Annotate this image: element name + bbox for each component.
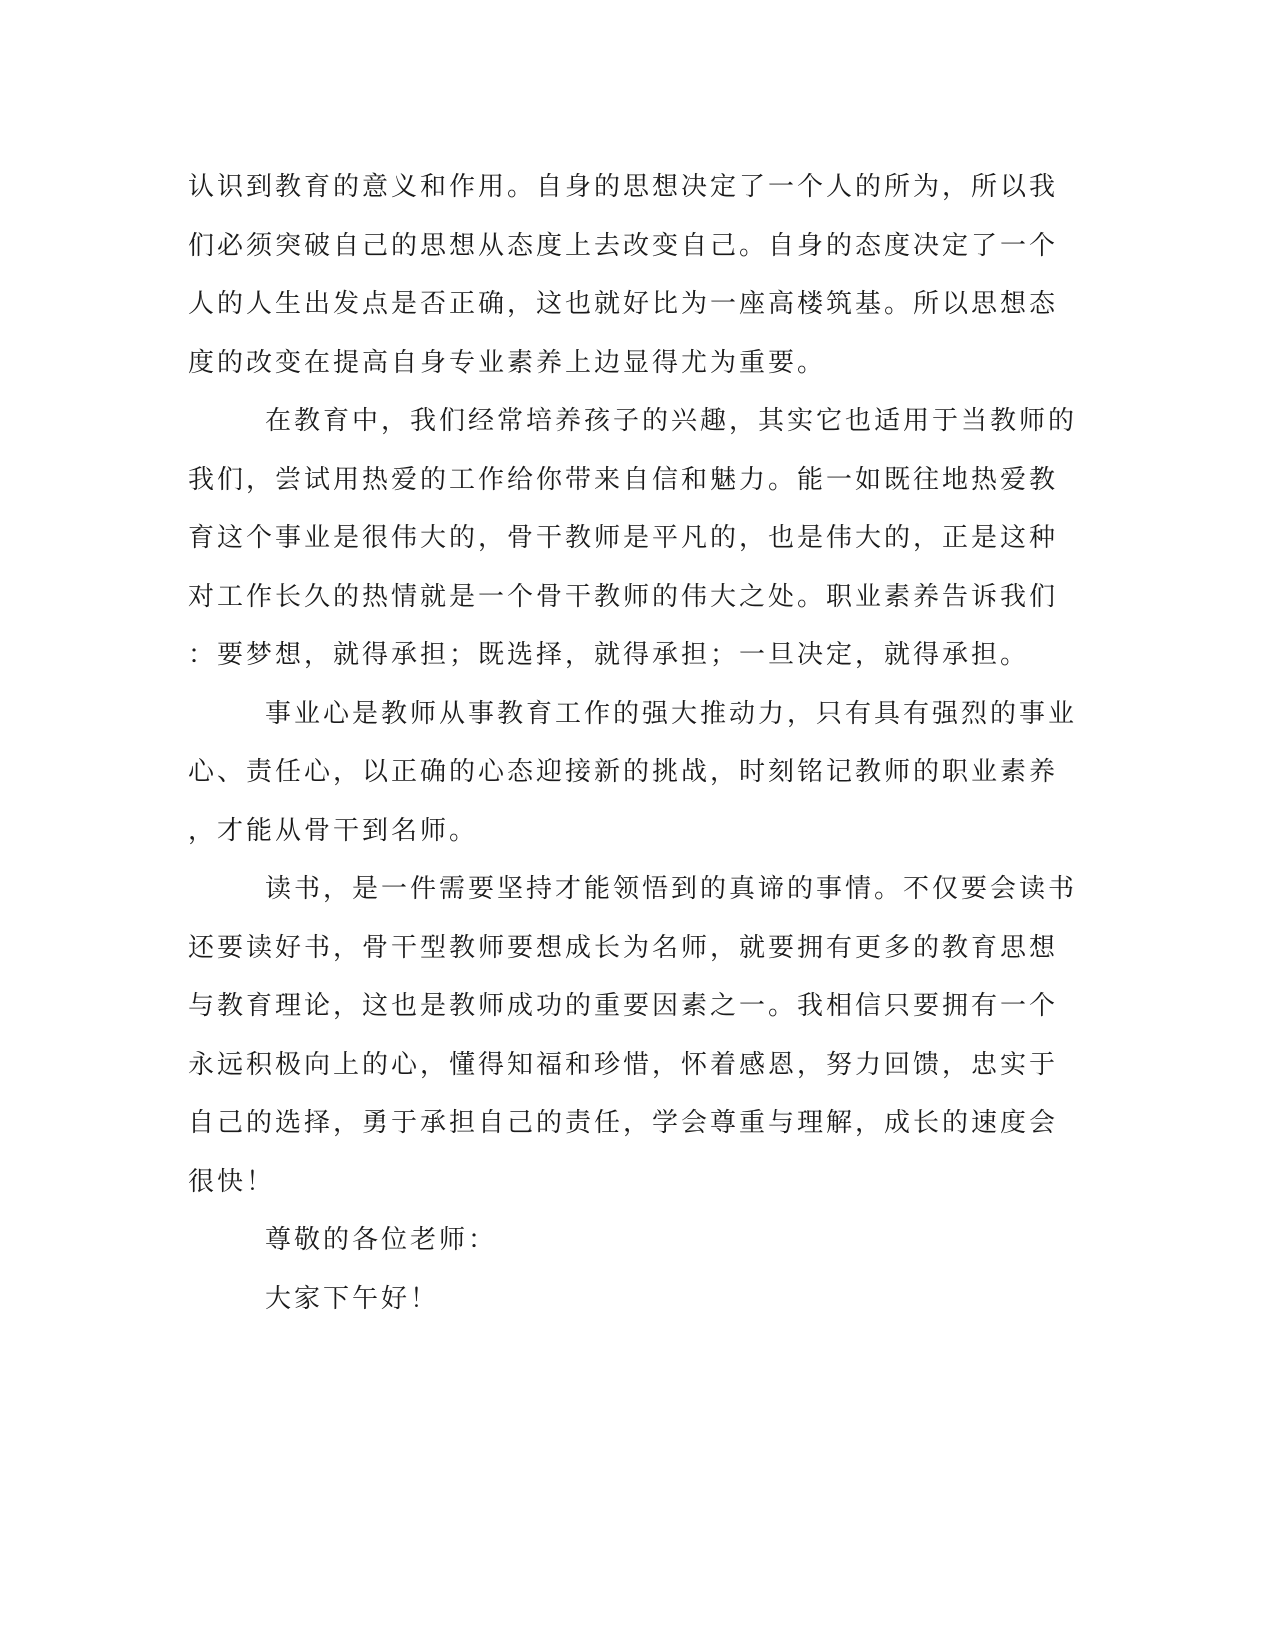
text-line: 心、责任心，以正确的心态迎接新的挑战，时刻铭记教师的职业素养 [188, 757, 1059, 787]
text-line: 认识到教育的意义和作用。自身的思想决定了一个人的所为，所以我 [188, 172, 1059, 202]
text-line: ，才能从骨干到名师。 [188, 815, 479, 846]
text-line: 在教育中，我们经常培养孩子的兴趣，其实它也适用于当教师的 [265, 406, 1078, 436]
text-line: 度的改变在提高自身专业素养上边显得尤为重要。 [188, 347, 827, 378]
body-text [188, 158, 1078, 1328]
text-line: 自己的选择，勇于承担自己的责任，学会尊重与理解，成长的速度会 [188, 1108, 1059, 1138]
text-line: 我们，尝试用热爱的工作给你带来自信和魅力。能一如既往地热爱教 [188, 464, 1059, 495]
text-line: 人的人生出发点是否正确，这也就好比为一座高楼筑基。所以思想态 [188, 289, 1059, 319]
text-line: 读书，是一件需要坚持才能领悟到的真谛的事情。不仅要会读书 [265, 874, 1078, 904]
text-line: 永远积极向上的心，懂得知福和珍惜，怀着感恩，努力回馈，忠实于 [188, 1049, 1059, 1080]
text-line: 育这个事业是很伟大的，骨干教师是平凡的，也是伟大的，正是这种 [188, 523, 1059, 553]
text-line: 很快！ [188, 1166, 276, 1197]
text-line: ：要梦想，就得承担；既选择，就得承担；一旦决定，就得承担。 [188, 640, 1030, 670]
text-line: 还要读好书，骨干型教师要想成长为名师，就要拥有更多的教育思想 [188, 932, 1059, 963]
text-line: 事业心是教师从事教育工作的强大推动力，只有具有强烈的事业 [265, 698, 1078, 729]
salutation-line: 尊敬的各位老师： [265, 1225, 498, 1255]
text-line: 与教育理论，这也是教师成功的重要因素之一。我相信只要拥有一个 [188, 991, 1059, 1021]
text-line: 们必须突破自己的思想从态度上去改变自己。自身的态度决定了一个 [188, 230, 1059, 261]
text-line: 对工作长久的热情就是一个骨干教师的伟大之处。职业素养告诉我们 [188, 581, 1059, 612]
greeting-line: 大家下午好！ [265, 1283, 440, 1314]
